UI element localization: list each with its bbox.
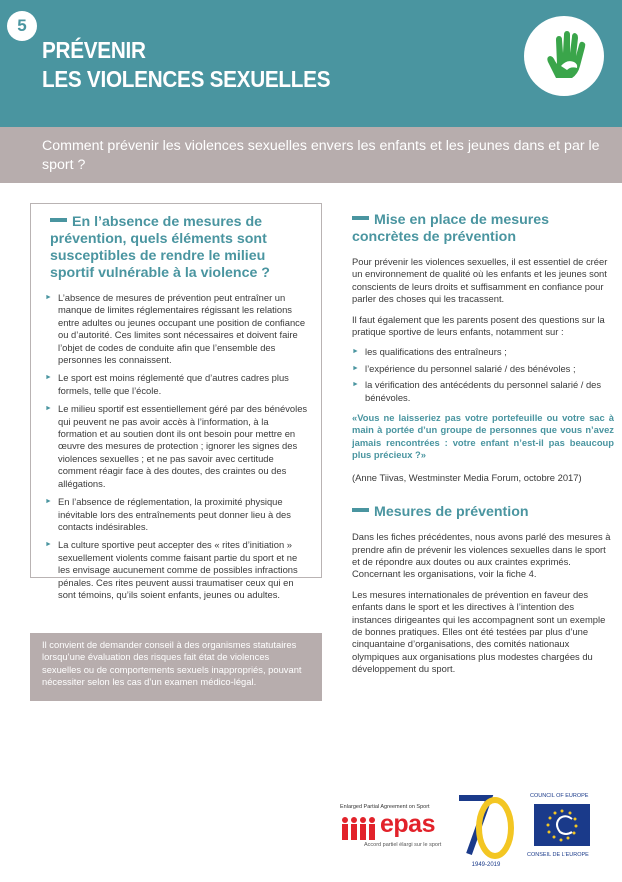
parent-questions-list (352, 346, 614, 404)
seventy-years-dates: 1949-2019 (471, 862, 501, 868)
seventy-years-logo (455, 790, 517, 868)
list-item: ► L’absence de mesures de prévention peut entraîner un manque de limites réglementaires régissant les relations entre adultes ou jeunes occupant une position de confiance ou d’autorité. Ces limites sont nécessaires et doivent faire l’objet de codes de conduite afin que l’ensemble des personnes les connaissent. (45, 292, 309, 366)
page-title (42, 36, 330, 94)
paragraph: Il faut également que les parents posent des questions sur la pratique sportive de leurs enfants, notamment sur : (352, 313, 605, 338)
epas-figures-icon (341, 816, 377, 842)
list-item: ► la vérification des antécédents du personnel salarié / des bénévoles. (352, 379, 614, 404)
concrete-measures-heading: Mise en place de mesures concrètes de prévention (352, 212, 550, 245)
epas-tagline-fr: Accord partiel élargi sur le sport (364, 842, 442, 848)
paragraph: Les mesures internationales de prévention en faveur des enfants dans le sport et les directives à l’intention des instances dirigeantes qui les accompagnent sont un exemple de bonnes pratiques. Elles ont été testées par plus d’une cinquantaine d’organisations, des comités nationaux olympiques aux organisations plus modestes chargées du développement du sport. (352, 588, 606, 675)
coe-flag-icon (534, 804, 590, 846)
paragraph: Dans les fiches précédentes, nous avons parlé des mesures à prendre afin de prévenir les violences sexuelles dans le sport et de répondre aux doutes ou aux craintes exprimés. Concernant les organisations, voir la fiche 4. (352, 531, 611, 580)
vulnerability-list (45, 292, 309, 601)
list-item: ► Le milieu sportif est essentiellement géré par des bénévoles qui peuvent ne pas avoir accès à l’information, à la formation et au soutien dont ils ont besoin pour mettre en œuvre des mesures de protection ; ignorer les signes des violences sexuelles ; et ne pas savoir avec certitude comment réagir face à des doutes, des craintes ou des allégations. (45, 403, 309, 490)
page-number: 5 (7, 11, 37, 41)
subtitle: Comment prévenir les violences sexuelles envers les enfants et les jeunes dans et par le sport ? (42, 138, 600, 173)
epas-logo: epas (380, 810, 435, 838)
prevention-measures-heading: Mesures de prévention (352, 504, 614, 521)
list-item: ► La culture sportive peut accepter des « rites d’initiation » sexuellement violents comme faisant partie du sport et ne les envisage aucunement comme de possibles infractions pénales. Ces rites peuvent aussi traumatiser ceux qui en sont témoins, qu’ils soient enfants, jeunes ou adultes. (45, 539, 309, 601)
title-line-1: PRÉVENIR (42, 37, 146, 63)
epas-tagline-en: Enlarged Partial Agreement on Sport (340, 804, 430, 810)
footer-logos (0, 790, 622, 870)
advice-note: Il convient de demander conseil à des organismes statutaires lorsqu’une évaluation des risques fait état de violences sexuelles ou de comportements sexuels inappropriés, pouvant nécessiter selon les cas d’un examen médico-légal. (30, 633, 322, 701)
coe-name-en: COUNCIL OF EUROPE (530, 793, 589, 799)
right-column (352, 212, 614, 684)
list-item: ► les qualifications des entraîneurs ; (352, 346, 614, 358)
coe-name-fr: CONSEIL DE L’EUROPE (527, 852, 589, 858)
paragraph: Pour prévenir les violences sexuelles, il est essentiel de créer un environnement de qualité où les enfants et les jeunes sont conscients de leurs droits et suffisamment en confiance pour parler des choses qui les tracassent. (352, 256, 608, 305)
vulnerability-box (30, 203, 322, 600)
quote-citation: (Anne Tiivas, Westminster Media Forum, octobre 2017) (352, 471, 582, 483)
vulnerability-heading: En l’absence de mesures de prévention, quels éléments sont susceptibles de rendre le milieu sportif vulnérable à la violence ? (50, 214, 270, 281)
hands-icon (524, 16, 604, 96)
list-item: ► l’expérience du personnel salarié / des bénévoles ; (352, 363, 614, 375)
list-item: ► Le sport est moins réglementé que d’autres cadres plus formels, telle que l’école. (45, 372, 309, 397)
list-item: ► En l’absence de réglementation, la proximité physique inévitable lors des entraînements peut donner lieu à des contacts indésirables. (45, 496, 309, 533)
quote: «Vous ne laisseriez pas votre portefeuille ou votre sac à main à portée d’un groupe de personnes que vous n’avez jamais rencontrées : votre enfant n’est-il pas beaucoup plus précieux ?» (352, 412, 614, 461)
title-line-2: LES VIOLENCES SEXUELLES (42, 66, 331, 92)
